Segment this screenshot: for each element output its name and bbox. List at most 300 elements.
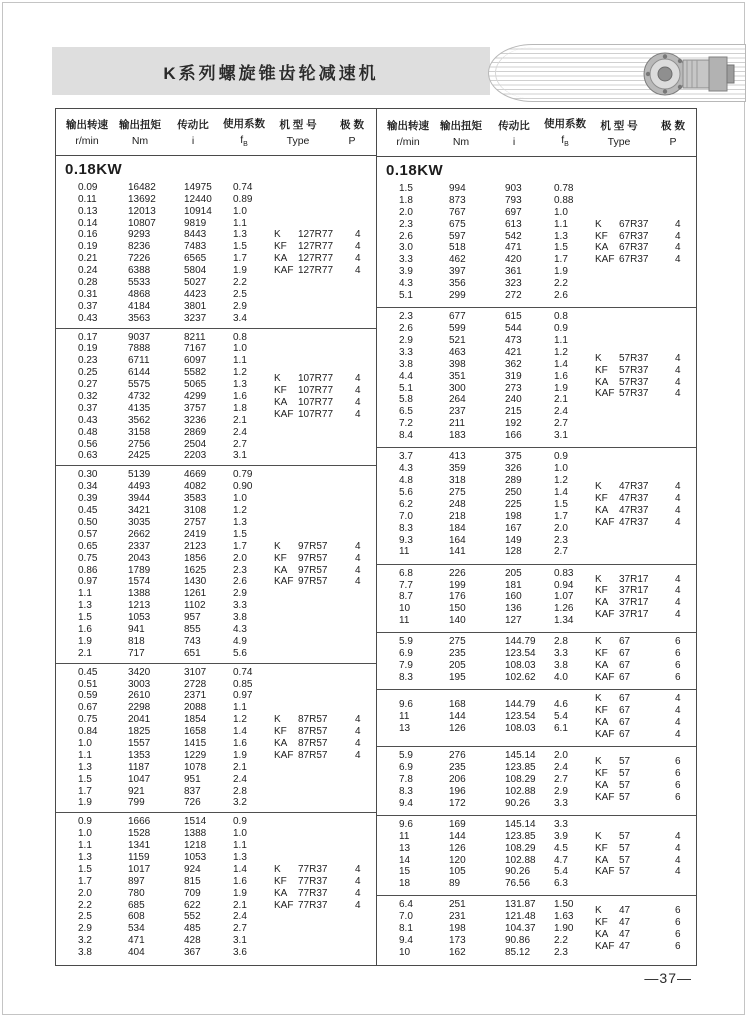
speed-cell: 1.1: [78, 749, 92, 761]
model-row: [595, 242, 696, 254]
poles-cell: 4: [355, 265, 361, 277]
service-factor-cell: 1.3: [233, 229, 247, 241]
torque-cell: 12013: [128, 205, 156, 217]
poles-cell: 4: [355, 253, 361, 265]
service-factor-cell: 2.4: [554, 406, 568, 418]
service-factor-cell: 1.2: [233, 367, 247, 379]
service-factor-cell: 3.8: [554, 660, 568, 672]
service-factor-cell: 2.8: [233, 785, 247, 797]
table-block: [377, 632, 696, 687]
ratio-cell: 225: [505, 498, 522, 510]
model-row: [595, 377, 696, 389]
speed-cell: 0.19: [78, 241, 98, 253]
service-factor-cell: 4.3: [233, 623, 247, 635]
table-row: [56, 529, 274, 541]
table-row: [56, 667, 274, 679]
ratio-cell: 323: [505, 278, 522, 290]
table-row: [56, 911, 274, 923]
model-code: 67R37: [619, 254, 649, 266]
model-prefix: K: [274, 540, 281, 552]
ratio-cell: 2504: [184, 438, 207, 450]
speed-cell: 1.5: [78, 863, 92, 875]
model-code: 127R77: [298, 265, 334, 277]
ratio-cell: 8211: [184, 331, 206, 343]
model-code: 57: [619, 830, 631, 842]
service-factor-cell: 1.0: [233, 205, 247, 217]
service-factor-cell: 4.9: [233, 635, 247, 647]
speed-cell: 7.9: [399, 660, 413, 672]
ratio-cell: 289: [505, 475, 522, 487]
service-factor-cell: 5.4: [554, 711, 568, 723]
ratio-cell: 215: [505, 406, 522, 418]
model-row: [595, 843, 696, 855]
service-factor-cell: 0.89: [233, 193, 253, 205]
table-row: [377, 207, 595, 219]
torque-cell: 897: [128, 875, 145, 887]
torque-cell: 10807: [128, 217, 156, 229]
model-code: 57: [619, 756, 631, 768]
table-row: [377, 451, 595, 463]
speed-cell: 6.2: [399, 498, 413, 510]
ratio-cell: 8443: [184, 229, 207, 241]
torque-cell: 1159: [128, 851, 150, 863]
speed-cell: 6.8: [399, 567, 413, 579]
torque-cell: 359: [449, 463, 466, 475]
torque-cell: 275: [449, 486, 466, 498]
model-row: [274, 397, 376, 409]
table-row: [56, 182, 274, 194]
model-row: [274, 726, 376, 738]
model-code: 107R77: [298, 396, 334, 408]
torque-cell: 1528: [128, 828, 151, 840]
service-factor-cell: 2.4: [233, 426, 247, 438]
service-factor-cell: 1.63: [554, 911, 574, 923]
ratio-cell: 3237: [184, 312, 207, 324]
model-code: 67: [619, 648, 631, 660]
ratio-cell: 855: [184, 623, 201, 635]
model-row: [274, 553, 376, 565]
ratio-cell: 7483: [184, 241, 207, 253]
gear-reducer-photo: [641, 48, 737, 98]
ratio-cell: 3757: [184, 402, 207, 414]
ratio-cell: 375: [505, 451, 522, 463]
speed-cell: 2.3: [399, 311, 413, 323]
torque-cell: 5533: [128, 277, 151, 289]
torque-cell: 168: [449, 699, 466, 711]
service-factor-cell: 1.7: [233, 540, 247, 552]
table-row: [56, 541, 274, 553]
poles-cell: 4: [355, 576, 361, 588]
speed-cell: 1.0: [78, 828, 92, 840]
table-row: [56, 313, 274, 325]
model-rows: [595, 219, 696, 267]
service-factor-cell: 3.3: [233, 600, 247, 612]
poles-cell: 4: [355, 749, 361, 761]
table-row: [56, 738, 274, 750]
model-code: 57: [619, 791, 631, 803]
model-row: [595, 609, 696, 621]
numeric-rows: [377, 451, 595, 558]
model-row: [595, 941, 696, 953]
torque-cell: 176: [449, 591, 466, 603]
torque-cell: 164: [449, 534, 466, 546]
torque-cell: 2610: [128, 690, 151, 702]
speed-cell: 0.13: [78, 205, 98, 217]
poles-cell: 4: [675, 376, 681, 388]
service-factor-cell: 2.3: [233, 564, 247, 576]
model-row: [595, 917, 696, 929]
poles-cell: 4: [675, 254, 681, 266]
table-row: [377, 636, 595, 648]
ratio-cell: 362: [505, 358, 522, 370]
torque-cell: 599: [449, 323, 466, 335]
ratio-cell: 5065: [184, 379, 207, 391]
model-code: 37R17: [619, 585, 649, 597]
poles-cell: 4: [355, 899, 361, 911]
model-row: [595, 729, 696, 741]
ratio-cell: 542: [505, 230, 522, 242]
torque-cell: 199: [449, 579, 466, 591]
service-factor-cell: 1.6: [233, 875, 247, 887]
speed-cell: 9.6: [399, 818, 413, 830]
torque-cell: 318: [449, 475, 466, 487]
model-prefix: KF: [595, 585, 608, 597]
service-factor-cell: 2.9: [233, 300, 247, 312]
ratio-cell: 421: [505, 346, 522, 358]
ratio-cell: 167: [505, 522, 522, 534]
model-prefix: KAF: [595, 516, 615, 528]
table-row: [377, 499, 595, 511]
model-row: [274, 900, 376, 912]
torque-cell: 237: [449, 406, 466, 418]
table-row: [377, 487, 595, 499]
speed-cell: 0.28: [78, 277, 98, 289]
page-title-band: [52, 47, 490, 95]
ratio-cell: 1053: [184, 851, 207, 863]
speed-cell: 9.6: [399, 699, 413, 711]
ratio-cell: 90.26: [505, 866, 531, 878]
page-title: K系列螺旋锥齿轮减速机: [163, 63, 379, 83]
service-factor-cell: 1.8: [233, 402, 247, 414]
model-rows: [595, 756, 696, 804]
torque-cell: 173: [449, 935, 466, 947]
service-factor-cell: 3.9: [554, 830, 568, 842]
speed-cell: 3.3: [399, 346, 413, 358]
ratio-cell: 128: [505, 546, 522, 558]
torque-cell: 597: [449, 230, 466, 242]
service-factor-cell: 1.6: [233, 391, 247, 403]
model-row: [595, 866, 696, 878]
table-row: [56, 762, 274, 774]
speed-cell: 1.3: [78, 851, 92, 863]
speed-cell: 9.3: [399, 534, 413, 546]
model-prefix: KA: [274, 253, 288, 265]
torque-cell: 6388: [128, 265, 151, 277]
torque-cell: 248: [449, 498, 466, 510]
ratio-cell: 90.86: [505, 935, 531, 947]
speed-cell: 0.09: [78, 181, 98, 193]
service-factor-cell: 1.7: [554, 510, 568, 522]
speed-cell: 1.3: [78, 761, 92, 773]
poles-cell: 4: [355, 564, 361, 576]
model-code: 47: [619, 917, 631, 929]
ratio-cell: 76.56: [505, 878, 531, 890]
header-ratio: 传动比 i: [498, 119, 530, 148]
table-row: [377, 290, 595, 302]
table-row: [56, 391, 274, 403]
table-row: [377, 855, 595, 867]
ratio-cell: 1218: [184, 840, 207, 852]
model-code: 97R57: [298, 540, 328, 552]
table-row: [377, 911, 595, 923]
speed-cell: 6.9: [399, 648, 413, 660]
model-prefix: KF: [274, 726, 287, 738]
speed-cell: 5.1: [399, 382, 413, 394]
model-prefix: KAF: [595, 941, 615, 953]
service-factor-cell: 4.0: [554, 672, 568, 684]
poles-cell: 4: [675, 230, 681, 242]
table-block: [377, 689, 696, 744]
model-prefix: KA: [274, 887, 288, 899]
speed-cell: 8.3: [399, 785, 413, 797]
poles-cell: 6: [675, 660, 681, 672]
poles-cell: 4: [675, 585, 681, 597]
model-code: 127R77: [298, 253, 334, 265]
ratio-cell: 205: [505, 567, 522, 579]
ratio-cell: 1430: [184, 576, 207, 588]
poles-cell: 4: [355, 229, 361, 241]
service-factor-cell: 1.6: [233, 737, 247, 749]
model-code: 57R37: [619, 364, 649, 376]
table-row: [56, 679, 274, 691]
ratio-cell: 160: [505, 591, 522, 603]
torque-cell: 1353: [128, 749, 151, 761]
service-factor-cell: 3.4: [233, 312, 247, 324]
ratio-cell: 367: [184, 947, 201, 959]
torque-cell: 7226: [128, 253, 151, 265]
ratio-cell: 149: [505, 534, 522, 546]
ratio-cell: 957: [184, 612, 201, 624]
numeric-rows: [377, 311, 595, 442]
ratio-cell: 2728: [184, 678, 207, 690]
poles-cell: 6: [675, 791, 681, 803]
model-row: [274, 876, 376, 888]
model-rows: [595, 636, 696, 684]
table-row: [56, 714, 274, 726]
torque-cell: 276: [449, 750, 466, 762]
table-row: [377, 359, 595, 371]
model-code: 47: [619, 905, 631, 917]
speed-cell: 7.0: [399, 911, 413, 923]
service-factor-cell: 0.94: [554, 579, 574, 591]
model-code: 67: [619, 693, 631, 705]
model-code: 47R37: [619, 492, 649, 504]
table-row: [56, 840, 274, 852]
speed-cell: 3.0: [399, 242, 413, 254]
table-row: [56, 469, 274, 481]
torque-cell: 300: [449, 382, 466, 394]
model-prefix: KF: [595, 767, 608, 779]
service-factor-cell: 1.3: [233, 851, 247, 863]
service-factor-cell: 1.9: [554, 382, 568, 394]
model-prefix: KF: [274, 552, 287, 564]
table-row: [377, 219, 595, 231]
speed-cell: 7.2: [399, 418, 413, 430]
header-output-torque: 输出扭矩 Nm: [119, 118, 161, 147]
speed-cell: 0.63: [78, 450, 98, 462]
table-row: [377, 699, 595, 711]
table-row: [56, 553, 274, 565]
service-factor-cell: 1.2: [233, 714, 247, 726]
header-service-factor: 使用系数 $f_B$: [544, 118, 586, 149]
ratio-cell: 3583: [184, 493, 207, 505]
service-factor-cell: 1.50: [554, 899, 574, 911]
speed-cell: 3.3: [399, 254, 413, 266]
ratio-cell: 420: [505, 254, 522, 266]
numeric-rows: [56, 182, 274, 325]
model-code: 67: [619, 717, 631, 728]
table-row: [377, 394, 595, 406]
table-row: [56, 876, 274, 888]
torque-cell: 1666: [128, 816, 151, 828]
model-row: [595, 219, 696, 231]
table-block: [56, 179, 376, 328]
table-block: [56, 328, 376, 466]
model-prefix: KAF: [274, 576, 294, 588]
table-row: [56, 690, 274, 702]
model-prefix: KAF: [595, 728, 615, 740]
service-factor-cell: 1.1: [554, 334, 568, 346]
torque-cell: 251: [449, 899, 466, 911]
speed-cell: 4.8: [399, 475, 413, 487]
poles-cell: 4: [675, 364, 681, 376]
ratio-cell: 108.29: [505, 842, 536, 854]
table-block: [56, 465, 376, 662]
speed-cell: 0.43: [78, 312, 98, 324]
ratio-cell: 6097: [184, 355, 207, 367]
table-row: [56, 588, 274, 600]
speed-cell: 1.9: [78, 797, 92, 809]
torque-cell: 534: [128, 923, 145, 935]
poles-cell: 6: [675, 905, 681, 917]
service-factor-cell: 3.2: [233, 797, 247, 809]
service-factor-cell: 2.0: [233, 552, 247, 564]
torque-cell: 1388: [128, 588, 151, 600]
speed-cell: 0.23: [78, 355, 98, 367]
speed-cell: 0.24: [78, 265, 98, 277]
table-row: [56, 576, 274, 588]
ratio-cell: 123.54: [505, 648, 536, 660]
poles-cell: 4: [675, 242, 681, 254]
service-factor-cell: 4.6: [554, 699, 568, 711]
service-factor-cell: 0.8: [554, 311, 568, 323]
service-factor-cell: 2.1: [554, 394, 568, 406]
table-row: [56, 774, 274, 786]
model-prefix: KA: [274, 564, 288, 576]
service-factor-cell: 2.4: [233, 911, 247, 923]
ratio-cell: 2419: [184, 528, 207, 540]
table-row: [377, 347, 595, 359]
header-output-speed: 输出转速 r/min: [66, 118, 108, 147]
model-row: [595, 693, 696, 705]
torque-cell: 799: [128, 797, 145, 809]
table-row: [56, 301, 274, 313]
numeric-rows: [377, 183, 595, 302]
torque-cell: 150: [449, 603, 466, 615]
model-row: [274, 241, 376, 253]
table-row: [56, 565, 274, 577]
service-factor-cell: 0.88: [554, 194, 574, 206]
table-row: [377, 878, 595, 890]
model-row: [274, 373, 376, 385]
table-row: [56, 427, 274, 439]
speed-cell: 11: [399, 615, 410, 627]
speed-cell: 0.11: [78, 193, 97, 205]
service-factor-cell: 2.3: [554, 947, 568, 959]
torque-cell: 7888: [128, 343, 151, 355]
torque-cell: 299: [449, 290, 466, 302]
torque-cell: 6144: [128, 367, 151, 379]
table-row: [377, 430, 595, 442]
header-output-torque: 输出扭矩 Nm: [440, 119, 482, 148]
model-prefix: KF: [274, 875, 287, 887]
service-factor-cell: 2.7: [554, 773, 568, 785]
right-column-blocks: [377, 180, 696, 965]
service-factor-cell: 0.74: [233, 666, 253, 678]
model-row: [595, 365, 696, 377]
ratio-cell: 4423: [184, 288, 207, 300]
speed-cell: 2.6: [399, 323, 413, 335]
service-factor-cell: 0.79: [233, 469, 253, 481]
service-factor-cell: 0.74: [233, 181, 253, 193]
table-row: [56, 403, 274, 415]
table-row: [377, 195, 595, 207]
torque-cell: 767: [449, 206, 466, 218]
table-row: [56, 218, 274, 230]
model-prefix: KF: [595, 917, 608, 929]
table-row: [56, 750, 274, 762]
table-block: [377, 564, 696, 630]
torque-cell: 2043: [128, 552, 151, 564]
speed-cell: 4.4: [399, 370, 413, 382]
table-row: [56, 277, 274, 289]
poles-cell: 4: [675, 866, 681, 878]
ratio-cell: 3107: [184, 666, 207, 678]
model-row: [595, 648, 696, 660]
speed-cell: 0.30: [78, 469, 98, 481]
poles-cell: 4: [675, 705, 681, 717]
numeric-rows: [377, 750, 595, 809]
torque-cell: 2662: [128, 528, 151, 540]
torque-cell: 169: [449, 818, 466, 830]
torque-cell: 3421: [128, 505, 151, 517]
table-row: [56, 852, 274, 864]
torque-cell: 780: [128, 887, 145, 899]
model-prefix: KF: [274, 385, 287, 397]
table-row: [56, 379, 274, 391]
service-factor-cell: 4.5: [554, 842, 568, 854]
torque-cell: 463: [449, 346, 466, 358]
torque-cell: 9037: [128, 331, 151, 343]
table-row: [377, 723, 595, 735]
table-row: [377, 475, 595, 487]
speed-cell: 0.32: [78, 391, 98, 403]
poles-cell: 6: [675, 636, 681, 648]
model-prefix: KA: [274, 396, 288, 408]
model-row: [274, 265, 376, 277]
speed-cell: 7.7: [399, 579, 413, 591]
model-row: [595, 493, 696, 505]
